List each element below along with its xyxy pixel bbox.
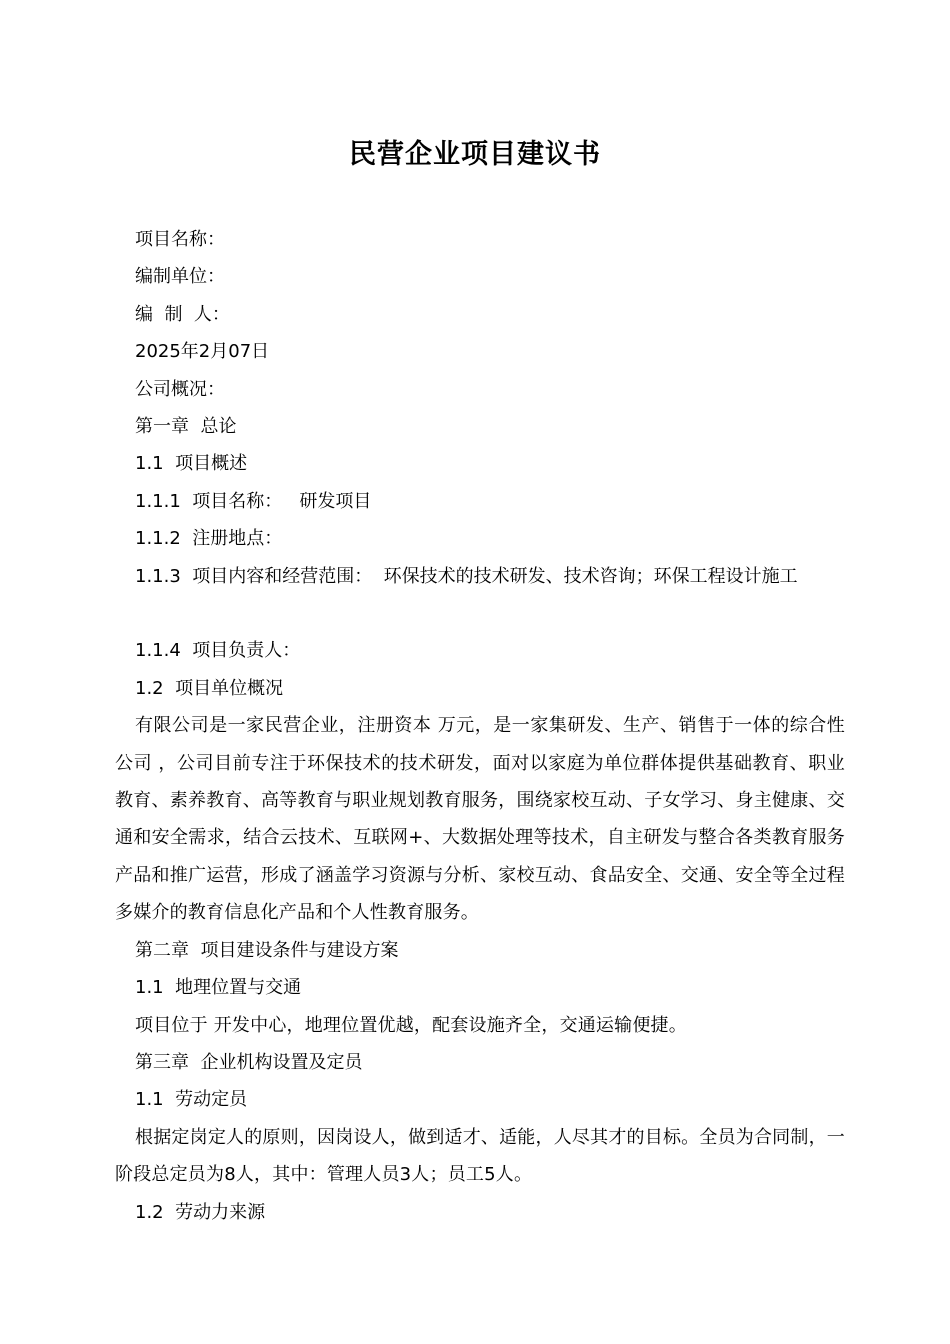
section-1-1-2-line: 1.1.2 注册地点：	[135, 528, 283, 550]
chapter-2-heading: 第二章 项目建设条件与建设方案	[135, 939, 399, 961]
section-1-1-1-line: 1.1.1 项目名称： 研发项目	[135, 490, 372, 512]
compiler-unit-line: 编制单位：	[135, 266, 225, 288]
chapter-3-heading: 第三章 企业机构设置及定员	[135, 1051, 363, 1073]
project-name-line: 项目名称：	[135, 229, 225, 250]
chapter-1-heading: 第一章 总论	[135, 416, 237, 438]
section-2-1-heading: 1.1 地理位置与交通	[135, 977, 302, 999]
blank-line	[115, 595, 845, 632]
compiler-line: 编 制 人：	[135, 303, 230, 325]
section-3-1-heading: 1.1 劳动定员	[135, 1089, 248, 1111]
section-1-1-3-line: 1.1.3 项目内容和经营范围： 环保技术的技术研发、技术咨询；环保工程设计施工	[135, 565, 798, 587]
location-paragraph: 项目位于 开发中心，地理位置优越，配套设施齐全，交通运输便捷。	[135, 1014, 687, 1036]
document-title: 民营企业项目建议书	[349, 139, 601, 170]
section-1-2-heading: 1.2 项目单位概况	[135, 677, 284, 699]
section-1-1-4-line: 1.1.4 项目负责人：	[135, 640, 301, 662]
company-profile-paragraph: 有限公司是一家民营企业，注册资本 万元，是一家集研发、生产、销售于一体的综合性公司 ，公司目前专注于环保技术的技术研发，面对以家庭为单位群体提供基础教育、职业教育、素养教育、高等教育与职业规划教育服务，围绕家校互动、子女学习、身主健康、交通和安全需求，结合云技术、互联网+、大数据处理等技术，自主研发与整合各类教育服务产品和推广运营，形成了涵盖学习资源与分析、家校互动、食品安全、交通、安全等全过程多媒介的教育信息化产品和个人性教育服务。	[115, 715, 845, 924]
staffing-paragraph: 根据定岗定人的原则，因岗设人，做到适才、适能，人尽其才的目标。全员为合同制，一阶段总定员为8人，其中：管理人员3人；员工5人。	[115, 1126, 845, 1186]
company-overview-line: 公司概况：	[135, 378, 225, 400]
document-body	[115, 221, 845, 1231]
date-line: 2025年2月07日	[135, 341, 270, 363]
section-1-1-heading: 1.1 项目概述	[135, 453, 248, 475]
section-3-2-heading: 1.2 劳动力来源	[135, 1201, 266, 1223]
